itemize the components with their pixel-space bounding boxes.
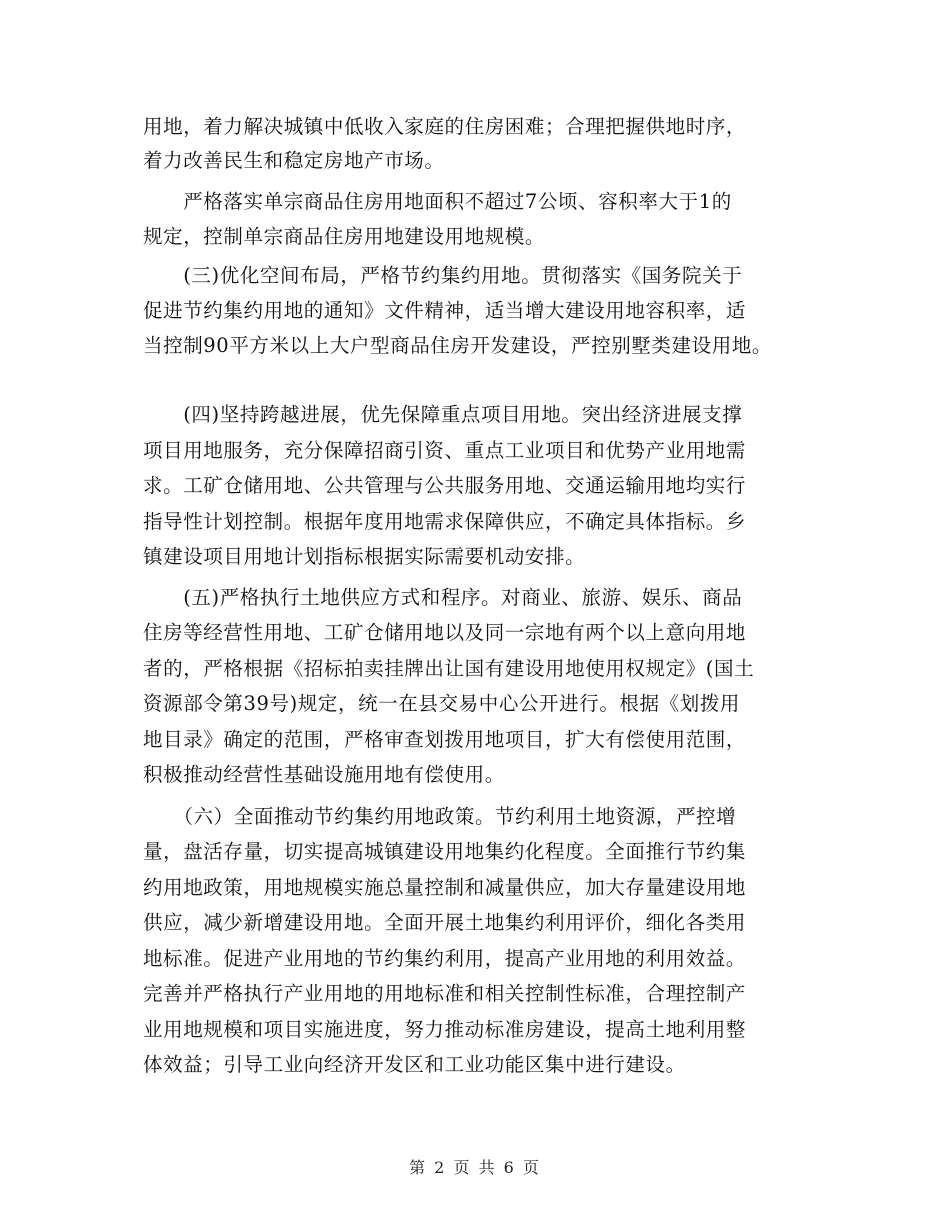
- text-line: 供应，减少新增建设用地。全面开展土地集约利用评价，细化各类用: [143, 911, 747, 934]
- text-line: 资源部令第39号)规定，统一在县交易中心公开进行。根据《划拨用: [143, 692, 741, 715]
- text-line: 体效益；引导工业向经济开发区和工业功能区集中进行建设。: [143, 1053, 686, 1076]
- text-line: 用地，着力解决城镇中低收入家庭的住房困难；合理把握供地时序，: [143, 115, 747, 138]
- text-line: (三)优化空间布局，严格节约集约用地。贯彻落实《国务院关于: [143, 264, 743, 287]
- text-line: 量，盘活存量，切实提高城镇建设用地集约化程度。全面推行节约集: [143, 840, 747, 863]
- text-line: 指导性计划控制。根据年度用地需求保障供应，不确定具体指标。乡: [143, 510, 747, 533]
- text-line: 规定，控制单宗商品住房用地建设用地规模。: [143, 225, 546, 248]
- text-line: (四)坚持跨越进展，优先保障重点项目用地。突出经济进展支撑: [143, 403, 743, 426]
- text-line: 地目录》确定的范围，严格审查划拨用地项目，扩大有偿使用范围，: [143, 728, 747, 751]
- text-line: 项目用地服务，充分保障招商引资、重点工业项目和优势产业用地需: [143, 439, 747, 462]
- text-line: 促进节约集约用地的通知》文件精神，适当增大建设用地容积率，适: [143, 299, 747, 322]
- text-line: 着力改善民生和稳定房地产市场。: [143, 149, 445, 172]
- text-line: (五)严格执行土地供应方式和程序。对商业、旅游、娱乐、商品: [143, 586, 743, 609]
- text-line: 求。工矿仓储用地、公共管理与公共服务用地、交通运输用地均实行: [143, 474, 747, 497]
- text-line: 住房等经营性用地、工矿仓储用地以及同一宗地有两个以上意向用地: [143, 621, 747, 644]
- text-line: 业用地规模和项目实施进度，努力推动标准房建设，提高土地利用整: [143, 1018, 747, 1041]
- text-line: 积极推动经营性基础设施用地有偿使用。: [143, 763, 505, 786]
- text-line: 完善并严格执行产业用地的用地标准和相关控制性标准，合理控制产: [143, 982, 747, 1005]
- text-line: （六）全面推动节约集约用地政策。节约利用土地资源，严控增: [143, 805, 737, 828]
- text-line: 约用地政策，用地规模实施总量控制和减量供应，加大存量建设用地: [143, 876, 747, 899]
- text-line: 严格落实单宗商品住房用地面积不超过7公顷、容积率大于1的: [143, 190, 732, 213]
- text-line: 者的，严格根据《招标拍卖挂牌出让国有建设用地使用权规定》(国土: [143, 657, 755, 680]
- text-line: 地标准。促进产业用地的节约集约利用，提高产业用地的利用效益。: [143, 947, 747, 970]
- text-line: 当控制90平方米以上大户型商品住房开发建设，严控别墅类建设用地。: [143, 334, 773, 357]
- page-number-footer: 第 2 页 共 6 页: [409, 1158, 541, 1177]
- text-line: 镇建设项目用地计划指标根据实际需要机动安排。: [143, 545, 586, 568]
